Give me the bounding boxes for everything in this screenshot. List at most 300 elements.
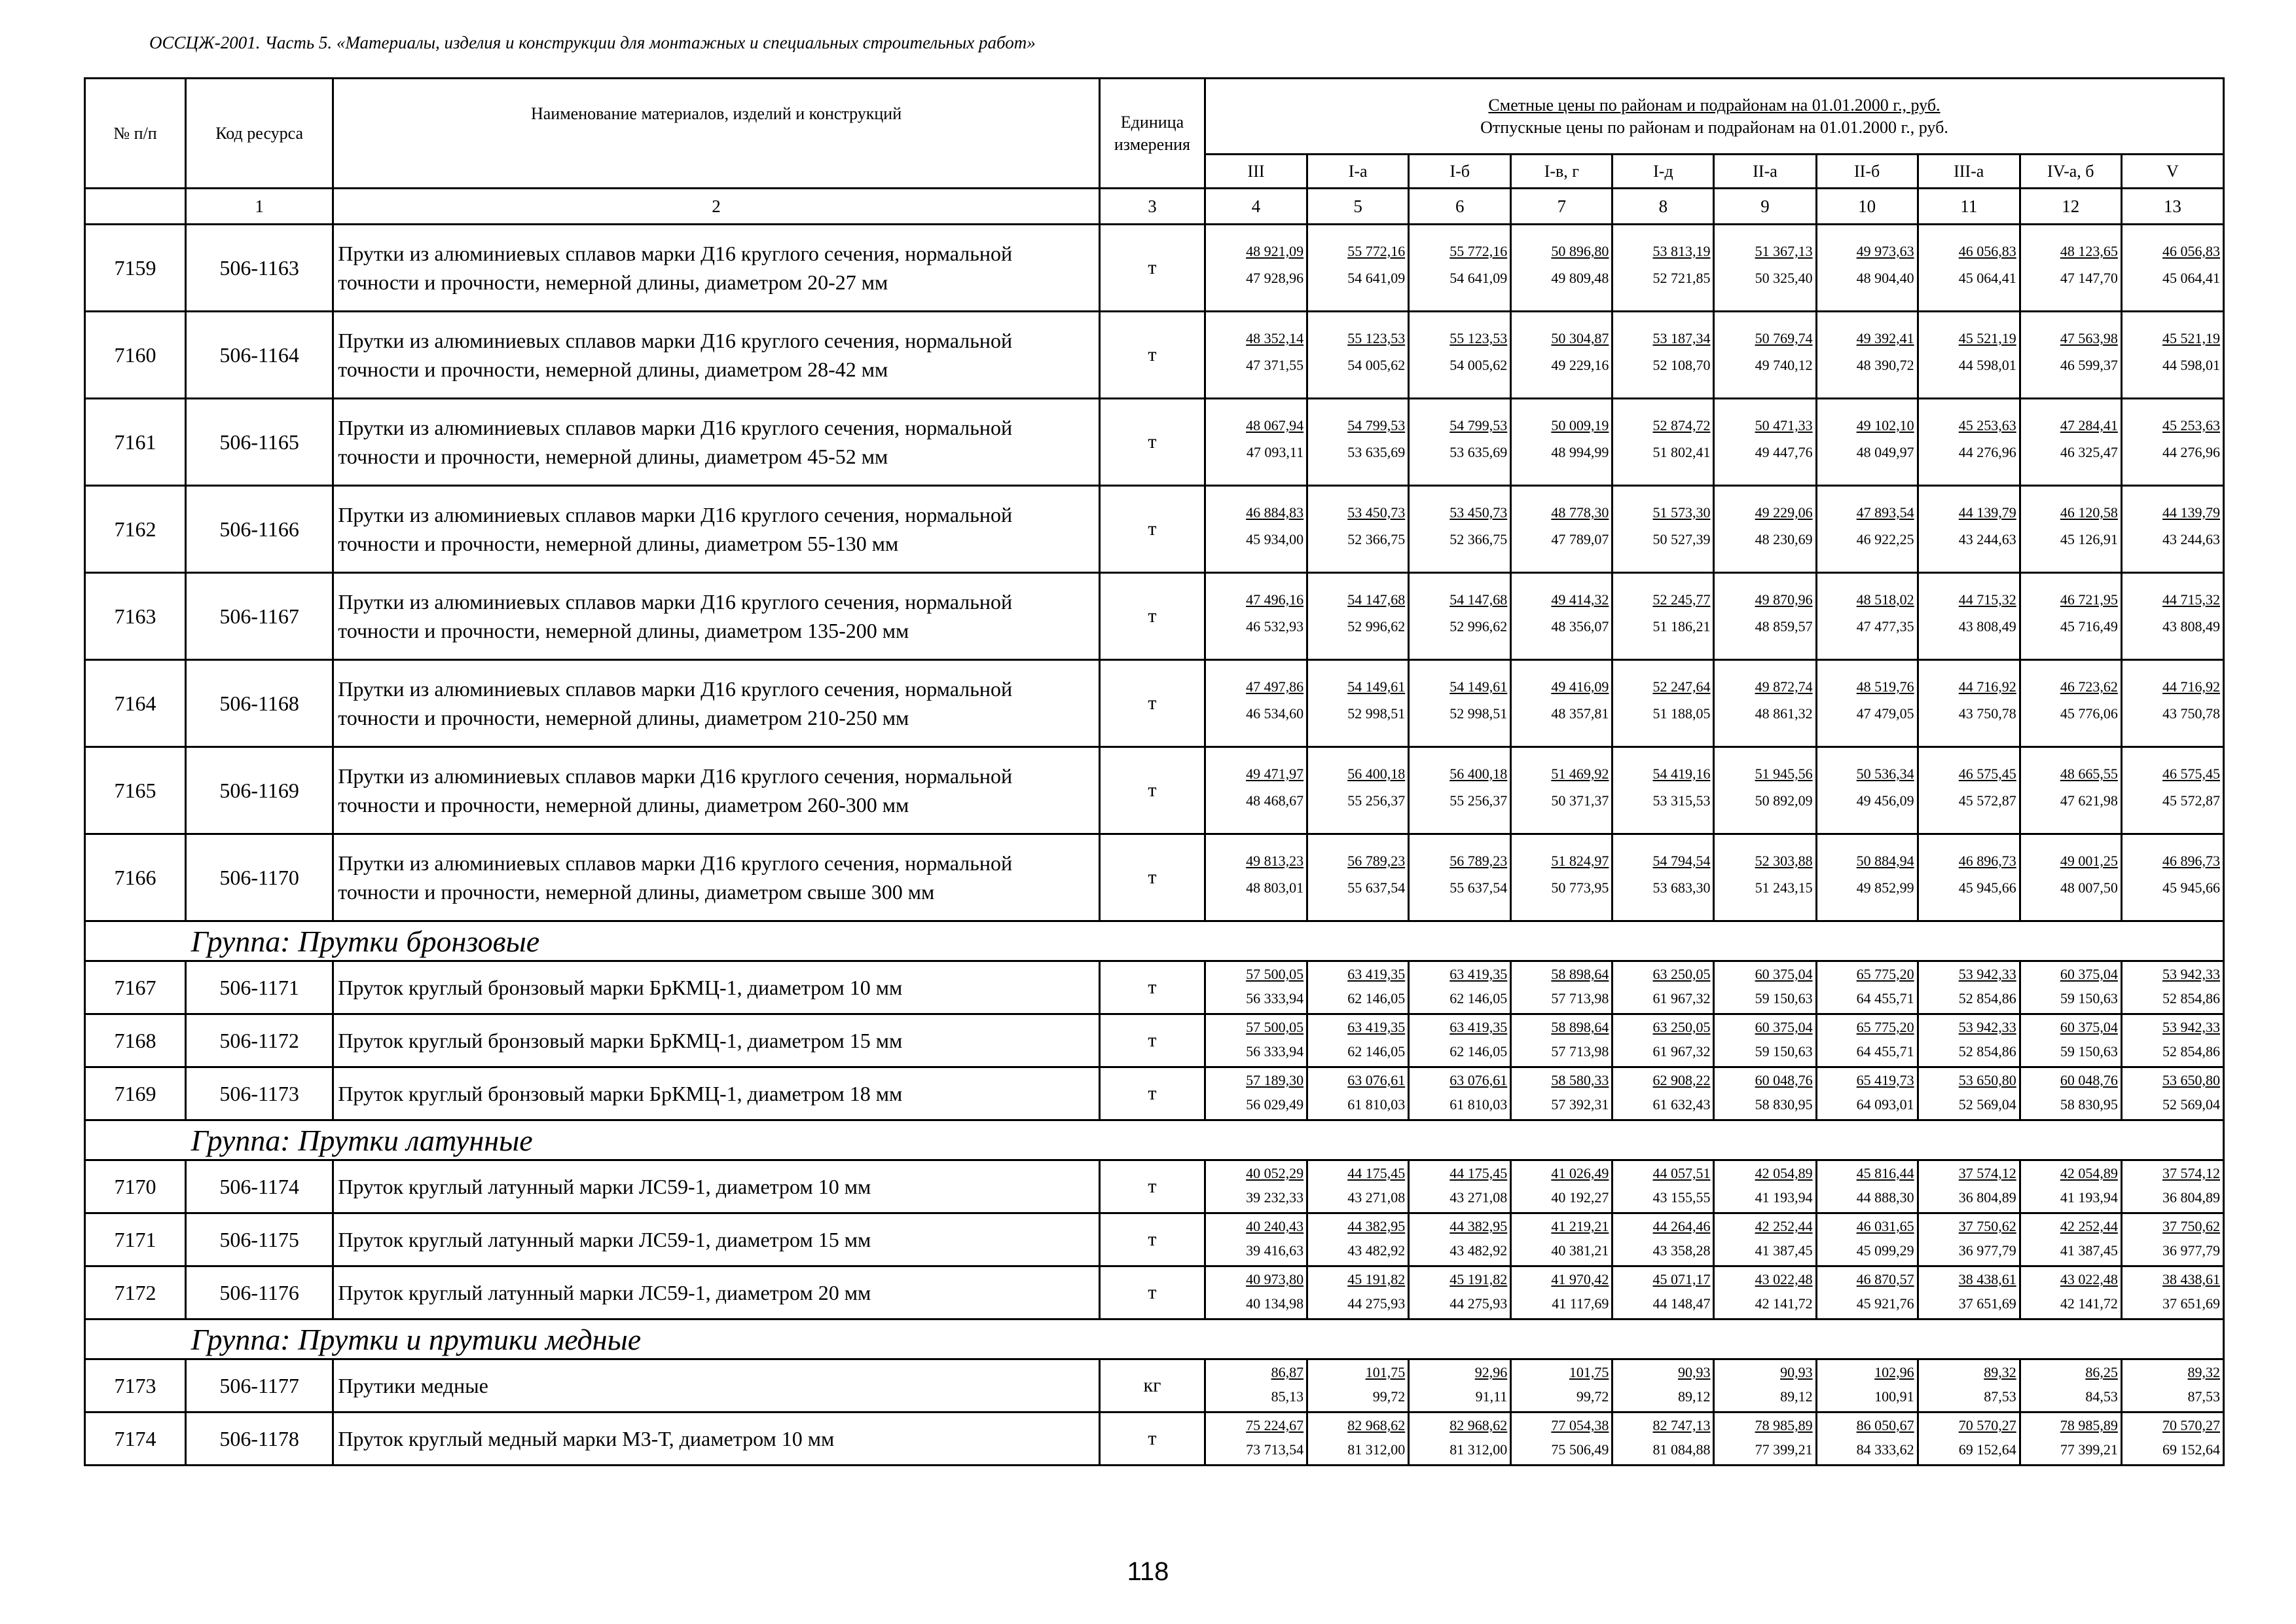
estimated-price: 56 789,23 [1449, 853, 1508, 869]
price-cell [2020, 225, 2121, 312]
estimated-price: 46 575,45 [2162, 766, 2220, 782]
price-cell [2020, 399, 2121, 486]
release-price: 62 146,05 [1347, 1043, 1406, 1060]
release-price: 61 810,03 [1449, 1096, 1508, 1113]
price-cell [1409, 486, 1511, 573]
estimated-price: 44 382,95 [1449, 1218, 1508, 1234]
release-price: 47 621,98 [2060, 792, 2118, 809]
price-cell [2020, 834, 2121, 921]
price-cell [1613, 399, 1714, 486]
release-price: 64 455,71 [1856, 990, 1914, 1006]
release-price: 56 333,94 [1246, 990, 1304, 1006]
estimated-price: 47 496,16 [1246, 591, 1304, 608]
release-price: 51 802,41 [1652, 444, 1711, 460]
resource-code: 506-1173 [186, 1067, 333, 1120]
header-region: III-а [1918, 155, 2020, 189]
release-price: 37 651,69 [1958, 1295, 2016, 1312]
estimated-price: 63 250,05 [1652, 966, 1711, 982]
price-cell [1816, 1160, 1918, 1213]
estimated-price: 48 352,14 [1246, 330, 1304, 346]
price-cell [2020, 312, 2121, 399]
header-prices-line2: Отпускные цены по районам и подрайонам на 01.01.2000 г., руб. [1480, 117, 1948, 137]
estimated-price: 45 191,82 [1449, 1271, 1508, 1287]
release-price: 45 945,66 [1958, 879, 2016, 896]
header-region: V [2121, 155, 2223, 189]
row-number: 7160 [85, 312, 186, 399]
row-number: 7170 [85, 1160, 186, 1213]
price-cell [1511, 486, 1613, 573]
header-code: Код ресурса [186, 79, 333, 189]
estimated-price: 55 772,16 [1347, 243, 1406, 259]
table-row [85, 1266, 2224, 1320]
estimated-price: 50 884,94 [1856, 853, 1914, 869]
price-cell [1918, 1160, 2020, 1213]
unit-of-measure: т [1099, 747, 1205, 834]
group-title: Группа: Прутки латунные [186, 1120, 2224, 1160]
price-cell [1918, 747, 2020, 834]
price-cell [2121, 747, 2223, 834]
estimated-price: 52 303,88 [1755, 853, 1813, 869]
estimated-price: 54 149,61 [1347, 678, 1406, 695]
estimated-price: 53 942,33 [1958, 966, 2016, 982]
release-price: 53 635,69 [1449, 444, 1508, 460]
price-cell [1816, 312, 1918, 399]
estimated-price: 63 419,35 [1347, 1019, 1406, 1035]
estimated-price: 54 799,53 [1449, 417, 1508, 434]
estimated-price: 48 123,65 [2060, 243, 2118, 259]
resource-code: 506-1163 [186, 225, 333, 312]
price-cell [1816, 573, 1918, 660]
item-name: Пруток круглый бронзовый марки БрКМЦ-1, диаметром 18 мм [333, 1067, 1100, 1120]
estimated-price: 48 665,55 [2060, 766, 2118, 782]
estimated-price: 42 054,89 [1755, 1165, 1813, 1181]
price-cell [2020, 1067, 2121, 1120]
release-price: 58 830,95 [2060, 1096, 2118, 1113]
release-price: 52 366,75 [1347, 531, 1406, 547]
price-cell [1205, 225, 1307, 312]
release-price: 36 804,89 [1958, 1189, 2016, 1206]
release-price: 81 312,00 [1347, 1441, 1406, 1458]
price-cell [1307, 1014, 1409, 1067]
release-price: 55 637,54 [1449, 879, 1508, 896]
estimated-price: 56 400,18 [1347, 766, 1406, 782]
estimated-price: 45 521,19 [2162, 330, 2220, 346]
price-cell [2121, 486, 2223, 573]
column-number: 10 [1816, 189, 1918, 225]
estimated-price: 53 450,73 [1347, 504, 1406, 521]
release-price: 52 996,62 [1449, 618, 1508, 635]
release-price: 43 358,28 [1652, 1242, 1711, 1259]
release-price: 44 598,01 [1958, 357, 2016, 373]
release-price: 44 148,47 [1652, 1295, 1711, 1312]
estimated-price: 50 304,87 [1551, 330, 1609, 346]
group-row [85, 1320, 2224, 1359]
release-price: 47 371,55 [1246, 357, 1304, 373]
estimated-price: 63 419,35 [1347, 966, 1406, 982]
price-cell [1205, 1160, 1307, 1213]
release-price: 54 005,62 [1449, 357, 1508, 373]
item-name: Прутки из алюминиевых сплавов марки Д16 круглого сечения, нормальной точности и прочности, немерной длины, диаметром 210-250 мм [333, 660, 1100, 747]
estimated-price: 42 054,89 [2060, 1165, 2118, 1181]
release-price: 43 155,55 [1652, 1189, 1711, 1206]
release-price: 64 455,71 [1856, 1043, 1914, 1060]
price-cell [1511, 1213, 1613, 1266]
unit-of-measure: т [1099, 1213, 1205, 1266]
price-cell [2121, 1067, 2223, 1120]
release-price: 52 854,86 [1958, 990, 2016, 1006]
resource-code: 506-1174 [186, 1160, 333, 1213]
price-cell [1714, 573, 1816, 660]
release-price: 47 479,05 [1856, 705, 1914, 722]
estimated-price: 65 775,20 [1856, 1019, 1914, 1035]
unit-of-measure: т [1099, 1412, 1205, 1466]
release-price: 43 750,78 [1958, 705, 2016, 722]
release-price: 54 641,09 [1347, 270, 1406, 286]
price-cell [1307, 399, 1409, 486]
release-price: 45 921,76 [1856, 1295, 1914, 1312]
price-cell [1307, 1359, 1409, 1412]
unit-of-measure: т [1099, 1266, 1205, 1320]
price-cell [1205, 961, 1307, 1014]
estimated-price: 82 968,62 [1449, 1417, 1508, 1433]
price-cell [1816, 1359, 1918, 1412]
release-price: 54 005,62 [1347, 357, 1406, 373]
estimated-price: 54 147,68 [1449, 591, 1508, 608]
release-price: 48 007,50 [2060, 879, 2118, 896]
estimated-price: 60 048,76 [1755, 1072, 1813, 1088]
header-region: I-в, г [1511, 155, 1613, 189]
resource-code: 506-1164 [186, 312, 333, 399]
estimated-price: 65 419,73 [1856, 1072, 1914, 1088]
table-row [85, 225, 2224, 312]
release-price: 42 141,72 [2060, 1295, 2118, 1312]
estimated-price: 63 076,61 [1347, 1072, 1406, 1088]
release-price: 51 188,05 [1652, 705, 1711, 722]
row-number: 7169 [85, 1067, 186, 1120]
price-cell [1918, 399, 2020, 486]
release-price: 37 651,69 [2162, 1295, 2220, 1312]
price-cell [1918, 225, 2020, 312]
release-price: 52 366,75 [1449, 531, 1508, 547]
row-number: 7165 [85, 747, 186, 834]
release-price: 43 482,92 [1449, 1242, 1508, 1259]
estimated-price: 86 050,67 [1856, 1417, 1914, 1433]
page-number: 118 [1127, 1557, 1169, 1586]
release-price: 55 637,54 [1347, 879, 1406, 896]
header-region: I-б [1409, 155, 1511, 189]
table-row [85, 573, 2224, 660]
row-number: 7172 [85, 1266, 186, 1320]
unit-of-measure: т [1099, 1014, 1205, 1067]
price-cell [1613, 573, 1714, 660]
price-cell [2121, 225, 2223, 312]
price-cell [1409, 1412, 1511, 1466]
price-cell [1918, 834, 2020, 921]
price-cell [1511, 1266, 1613, 1320]
table-row [85, 486, 2224, 573]
unit-of-measure: т [1099, 1067, 1205, 1120]
release-price: 61 632,43 [1652, 1096, 1711, 1113]
row-number: 7166 [85, 834, 186, 921]
release-price: 48 356,07 [1551, 618, 1609, 635]
price-cell [1613, 747, 1714, 834]
price-cell [2121, 312, 2223, 399]
item-name: Пруток круглый бронзовый марки БрКМЦ-1, диаметром 15 мм [333, 1014, 1100, 1067]
unit-of-measure: т [1099, 1160, 1205, 1213]
estimated-price: 48 519,76 [1856, 678, 1914, 695]
estimated-price: 60 375,04 [1755, 1019, 1813, 1035]
release-price: 58 830,95 [1755, 1096, 1813, 1113]
item-name: Прутки из алюминиевых сплавов марки Д16 круглого сечения, нормальной точности и прочности, немерной длины, диаметром 20-27 мм [333, 225, 1100, 312]
estimated-price: 46 884,83 [1246, 504, 1304, 521]
release-price: 53 315,53 [1652, 792, 1711, 809]
table-row [85, 961, 2224, 1014]
price-cell [2121, 1213, 2223, 1266]
price-cell [1714, 1160, 1816, 1213]
price-cell [1613, 1359, 1714, 1412]
header-prices-line1: Сметные цены по районам и подрайонам на 01.01.2000 г., руб. [1488, 95, 1941, 115]
release-price: 84,53 [2085, 1388, 2118, 1405]
header-region: IV-а, б [2020, 155, 2121, 189]
estimated-price: 49 001,25 [2060, 853, 2118, 869]
unit-of-measure: т [1099, 834, 1205, 921]
price-cell [1307, 225, 1409, 312]
price-cell [1714, 486, 1816, 573]
price-cell [1307, 747, 1409, 834]
price-cell [1714, 399, 1816, 486]
price-cell [1307, 961, 1409, 1014]
release-price: 62 146,05 [1449, 990, 1508, 1006]
estimated-price: 62 908,22 [1652, 1072, 1711, 1088]
column-number: 8 [1613, 189, 1714, 225]
price-cell [2121, 573, 2223, 660]
price-cell [1409, 747, 1511, 834]
estimated-price: 50 896,80 [1551, 243, 1609, 259]
price-cell [1714, 1266, 1816, 1320]
release-price: 47 477,35 [1856, 618, 1914, 635]
release-price: 62 146,05 [1347, 990, 1406, 1006]
price-cell [2121, 1266, 2223, 1320]
estimated-price: 53 942,33 [2162, 1019, 2220, 1035]
price-cell [1409, 573, 1511, 660]
release-price: 45 776,06 [2060, 705, 2118, 722]
resource-code: 506-1176 [186, 1266, 333, 1320]
release-price: 45 934,00 [1246, 531, 1304, 547]
price-cell [1511, 225, 1613, 312]
estimated-price: 40 052,29 [1246, 1165, 1304, 1181]
release-price: 52 998,51 [1449, 705, 1508, 722]
price-cell [1511, 312, 1613, 399]
price-cell [1613, 486, 1714, 573]
price-cell [1511, 1067, 1613, 1120]
row-number: 7167 [85, 961, 186, 1014]
row-number: 7173 [85, 1359, 186, 1412]
release-price: 45 064,41 [1958, 270, 2016, 286]
price-cell [1409, 660, 1511, 747]
release-price: 43 808,49 [2162, 618, 2220, 635]
price-cell [1714, 225, 1816, 312]
estimated-price: 43 022,48 [1755, 1271, 1813, 1287]
price-cell [2020, 1359, 2121, 1412]
release-price: 52 854,86 [1958, 1043, 2016, 1060]
release-price: 49 852,99 [1856, 879, 1914, 896]
price-cell [1511, 1014, 1613, 1067]
estimated-price: 45 253,63 [2162, 417, 2220, 434]
estimated-price: 75 224,67 [1246, 1417, 1304, 1433]
price-cell [1511, 399, 1613, 486]
estimated-price: 47 497,86 [1246, 678, 1304, 695]
price-cell [2121, 1359, 2223, 1412]
estimated-price: 54 794,54 [1652, 853, 1711, 869]
estimated-price: 60 375,04 [2060, 1019, 2118, 1035]
price-cell [1307, 1067, 1409, 1120]
price-cell [1613, 312, 1714, 399]
release-price: 59 150,63 [2060, 990, 2118, 1006]
estimated-price: 45 816,44 [1856, 1165, 1914, 1181]
estimated-price: 63 076,61 [1449, 1072, 1508, 1088]
price-cell [1409, 1359, 1511, 1412]
release-price: 52 998,51 [1347, 705, 1406, 722]
estimated-price: 48 921,09 [1246, 243, 1304, 259]
price-cell [1816, 1412, 1918, 1466]
item-name: Пруток круглый латунный марки ЛС59-1, диаметром 10 мм [333, 1160, 1100, 1213]
estimated-price: 48 778,30 [1551, 504, 1609, 521]
estimated-price: 48 518,02 [1856, 591, 1914, 608]
estimated-price: 44 139,79 [1958, 504, 2016, 521]
release-price: 48 904,40 [1856, 270, 1914, 286]
price-cell [1205, 1014, 1307, 1067]
estimated-price: 46 056,83 [1958, 243, 2016, 259]
estimated-price: 44 057,51 [1652, 1165, 1711, 1181]
item-name: Прутики медные [333, 1359, 1100, 1412]
estimated-price: 89,32 [2187, 1364, 2220, 1380]
price-cell [1816, 399, 1918, 486]
row-number: 7171 [85, 1213, 186, 1266]
price-cell [1205, 834, 1307, 921]
price-cell [2121, 834, 2223, 921]
estimated-price: 49 102,10 [1856, 417, 1914, 434]
release-price: 46 599,37 [2060, 357, 2118, 373]
table-row [85, 399, 2224, 486]
price-cell [1409, 1160, 1511, 1213]
price-cell [1613, 225, 1714, 312]
price-cell [1205, 1359, 1307, 1412]
estimated-price: 51 945,56 [1755, 766, 1813, 782]
estimated-price: 41 219,21 [1551, 1218, 1609, 1234]
price-cell [1205, 573, 1307, 660]
release-price: 43 271,08 [1347, 1189, 1406, 1206]
estimated-price: 53 942,33 [1958, 1019, 2016, 1035]
price-cell [1714, 1067, 1816, 1120]
table-row [85, 834, 2224, 921]
estimated-price: 49 392,41 [1856, 330, 1914, 346]
estimated-price: 41 970,42 [1551, 1271, 1609, 1287]
estimated-price: 60 375,04 [1755, 966, 1813, 982]
header-region: I-д [1613, 155, 1714, 189]
price-cell [1409, 961, 1511, 1014]
item-name: Прутки из алюминиевых сплавов марки Д16 круглого сечения, нормальной точности и прочности, немерной длины, диаметром 55-130 мм [333, 486, 1100, 573]
release-price: 43 750,78 [2162, 705, 2220, 722]
release-price: 46 325,47 [2060, 444, 2118, 460]
group-row [85, 1120, 2224, 1160]
price-cell [1714, 1412, 1816, 1466]
estimated-price: 37 750,62 [1958, 1218, 2016, 1234]
price-cell [1409, 1014, 1511, 1067]
release-price: 42 141,72 [1755, 1295, 1813, 1312]
release-price: 57 392,31 [1551, 1096, 1609, 1113]
price-cell [1409, 312, 1511, 399]
item-name: Прутки из алюминиевых сплавов марки Д16 круглого сечения, нормальной точности и прочности, немерной длины, диаметром 45-52 мм [333, 399, 1100, 486]
estimated-price: 44 715,32 [2162, 591, 2220, 608]
release-price: 50 892,09 [1755, 792, 1813, 809]
column-number: 1 [186, 189, 333, 225]
release-price: 48 390,72 [1856, 357, 1914, 373]
estimated-price: 57 189,30 [1246, 1072, 1304, 1088]
header-prices [1205, 79, 2224, 155]
release-price: 52 854,86 [2162, 990, 2220, 1006]
item-name: Прутки из алюминиевых сплавов марки Д16 круглого сечения, нормальной точности и прочности, немерной длины, диаметром 135-200 мм [333, 573, 1100, 660]
release-price: 52 569,04 [2162, 1096, 2220, 1113]
estimated-price: 53 813,19 [1652, 243, 1711, 259]
release-price: 36 804,89 [2162, 1189, 2220, 1206]
estimated-price: 38 438,61 [1958, 1271, 2016, 1287]
estimated-price: 56 789,23 [1347, 853, 1406, 869]
release-price: 40 134,98 [1246, 1295, 1304, 1312]
price-cell [1714, 747, 1816, 834]
header-num: № п/п [85, 79, 186, 189]
resource-code: 506-1165 [186, 399, 333, 486]
row-number: 7159 [85, 225, 186, 312]
release-price: 45 099,29 [1856, 1242, 1914, 1259]
release-price: 43 244,63 [2162, 531, 2220, 547]
price-cell [1918, 1014, 2020, 1067]
estimated-price: 86,87 [1271, 1364, 1304, 1380]
release-price: 55 256,37 [1449, 792, 1508, 809]
price-cell [1918, 1412, 2020, 1466]
header-name: Наименование материалов, изделий и конструкций [333, 79, 1100, 189]
release-price: 49 229,16 [1551, 357, 1609, 373]
estimated-price: 46 575,45 [1958, 766, 2016, 782]
release-price: 52 721,85 [1652, 270, 1711, 286]
release-price: 53 635,69 [1347, 444, 1406, 460]
release-price: 48 859,57 [1755, 618, 1813, 635]
release-price: 43 808,49 [1958, 618, 2016, 635]
row-number: 7164 [85, 660, 186, 747]
estimated-price: 55 772,16 [1449, 243, 1508, 259]
release-price: 47 093,11 [1246, 444, 1304, 460]
release-price: 81 084,88 [1652, 1441, 1711, 1458]
price-cell [1714, 660, 1816, 747]
header-region: III [1205, 155, 1307, 189]
release-price: 46 922,25 [1856, 531, 1914, 547]
price-cell [2020, 573, 2121, 660]
release-price: 100,91 [1874, 1388, 1914, 1405]
price-cell [2020, 486, 2121, 573]
release-price: 77 399,21 [1755, 1441, 1813, 1458]
price-cell [2121, 399, 2223, 486]
release-price: 45 716,49 [2060, 618, 2118, 635]
release-price: 39 232,33 [1246, 1189, 1304, 1206]
estimated-price: 57 500,05 [1246, 966, 1304, 982]
estimated-price: 78 985,89 [1755, 1417, 1813, 1433]
estimated-price: 46 870,57 [1856, 1271, 1914, 1287]
estimated-price: 46 723,62 [2060, 678, 2118, 695]
price-cell [2020, 1412, 2121, 1466]
estimated-price: 101,75 [1569, 1364, 1609, 1380]
estimated-price: 41 026,49 [1551, 1165, 1609, 1181]
price-cell [1205, 312, 1307, 399]
release-price: 87,53 [2187, 1388, 2220, 1405]
